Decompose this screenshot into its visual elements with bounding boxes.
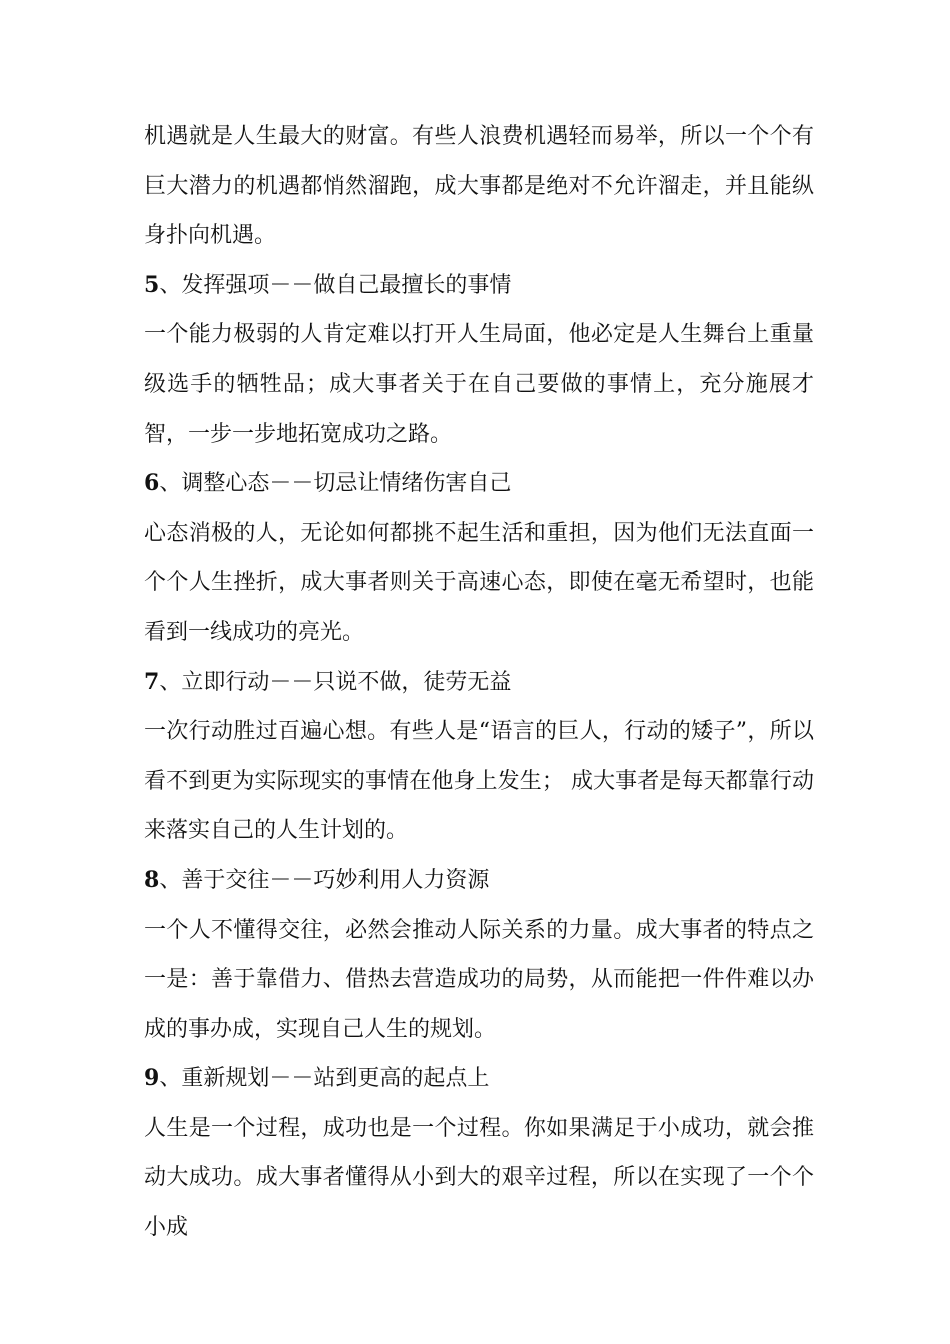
heading-number: 8	[144, 866, 160, 893]
document-body	[144, 112, 814, 1253]
heading-number: 7	[144, 668, 160, 695]
heading-text: 、重新规划－－站到更高的起点上	[159, 1066, 490, 1092]
heading-text: 、发挥强项－－做自己最擅长的事情	[159, 272, 512, 298]
paragraph-networking: 一个人不懂得交往，必然会推动人际关系的力量。成大事者的特点之一是：善于靠借力、借热去营造成功的局势，从而能把一件件难以办成的事办成，实现自己人生的规划。	[144, 917, 814, 1042]
heading-number: 9	[144, 1065, 160, 1092]
paragraph-mindset: 心态消极的人，无论如何都挑不起生活和重担，因为他们无法直面一个个人生挫折，成大事者则关于高速心态，即使在毫无希望时，也能看到一线成功的亮光。	[144, 520, 814, 645]
heading-6	[144, 459, 814, 509]
heading-text: 、调整心态－－切忌让情绪伤害自己	[159, 471, 512, 497]
paragraph-opportunity: 机遇就是人生最大的财富。有些人浪费机遇轻而易举，所以一个个有巨大潜力的机遇都悄然溜跑，成大事都是绝对不允许溜走，并且能纵身扑向机遇。	[144, 124, 814, 249]
heading-number: 6	[144, 470, 160, 497]
heading-8	[144, 856, 814, 906]
heading-text: 、善于交往－－巧妙利用人力资源	[159, 867, 490, 893]
heading-7	[144, 658, 814, 708]
heading-number: 5	[144, 271, 160, 298]
paragraph-replanning: 人生是一个过程，成功也是一个过程。你如果满足于小成功，就会推动大成功。成大事者懂得从小到大的艰辛过程，所以在实现了一个个小成	[144, 1115, 814, 1241]
heading-9	[144, 1054, 814, 1104]
heading-5	[144, 261, 814, 311]
heading-text: 、立即行动－－只说不做，徒劳无益	[159, 669, 512, 695]
paragraph-strengths: 一个能力极弱的人肯定难以打开人生局面，他必定是人生舞台上重量级选手的牺牲品；成大事者关于在自己要做的事情上，充分施展才智，一步一步地拓宽成功之路。	[144, 322, 814, 447]
paragraph-action: 一次行动胜过百遍心想。有些人是“语言的巨人，行动的矮子”，所以看不到更为实际现实的事情在他身上发生； 成大事者是每天都靠行动来落实自己的人生计划的。	[144, 719, 814, 844]
